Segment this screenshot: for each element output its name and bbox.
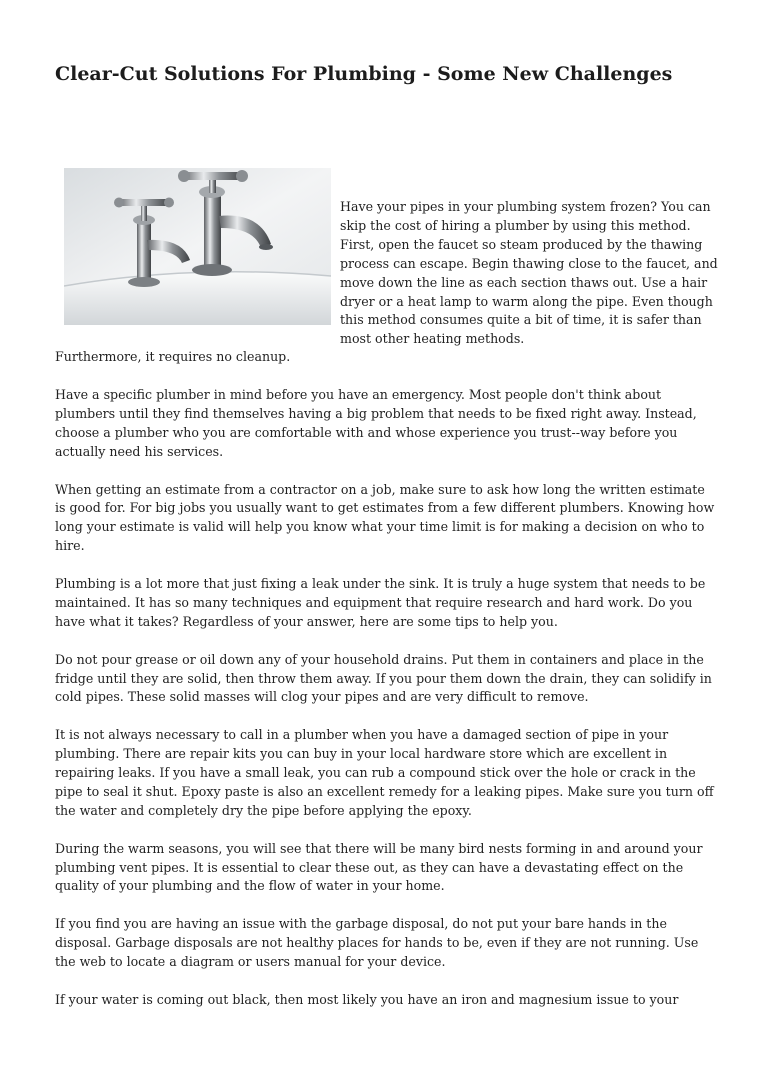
intro-paragraph: Have your pipes in your plumbing system frozen? You can skip the cost of hiring a plumber by using this method. First, open the faucet so steam produced by the thawing process can escape. Begin thawing close to the faucet, and move down the line as each section thaws out. Use a hair dryer or a heat lamp to warm along the pipe. Even though this method consumes quite a bit of time, it is safer than most other heating methods. [340,199,718,347]
paragraph: During the warm seasons, you will see that there will be many bird nests forming in and around your plumbing vent pipes. It is essential to clear these out, as they can have a devastating effect on the quality of your plumbing and the flow of water in your home. [55,840,703,894]
intro-paragraph-tail: Furthermore, it requires no cleanup. [55,349,291,364]
paragraph: Do not pour grease or oil down any of your household drains. Put them in containers and place in the fridge until they are solid, then throw them away. If you pour them down the drain, they can solidify in cold pipes. These solid masses will clog your pipes and are very difficult to remove. [55,651,712,705]
paragraph: When getting an estimate from a contractor on a job, make sure to ask how long the written estimate is good for. For big jobs you usually want to get estimates from a few different plumbers. Knowing how long your estimate is valid will help you know what your time limit is for making a decision on who to hire. [55,481,715,554]
page-title: Clear-Cut Solutions For Plumbing - Some New Challenges [55,63,673,85]
article-body [55,386,719,1029]
paragraph: It is not always necessary to call in a plumber when you have a damaged section of pipe in your plumbing. There are repair kits you can buy in your local hardware store which are excellent in repairing leaks. If you have a small leak, you can rub a compound stick over the hole or crack in the pipe to seal it shut. Epoxy paste is also an excellent remedy for a leaking pipes. Make sure you turn off the water and completely dry the pipe before applying the epoxy. [55,727,714,818]
paragraph: If your water is coming out black, then most likely you have an iron and magnesium issue to your [55,991,679,1007]
paragraph: Plumbing is a lot more that just fixing a leak under the sink. It is truly a huge system that needs to be maintained. It has so many techniques and equipment that require research and hard work. Do you have what it takes? Regardless of your answer, here are some tips to help you. [55,576,706,629]
paragraph: If you find you are having an issue with the garbage disposal, do not put your bare hands in the disposal. Garbage disposals are not healthy places for hands to be, even if they are not running. Use the web to locate a diagram or users manual for your device. [55,916,699,970]
faucet-photo [64,168,331,325]
paragraph: Have a specific plumber in mind before you have an emergency. Most people don't think about plumbers until they find themselves having a big problem that needs to be fixed right away. Instead, choose a plumber who you are comfortable with and whose experience you trust--way before you actually need his services. [55,387,697,459]
